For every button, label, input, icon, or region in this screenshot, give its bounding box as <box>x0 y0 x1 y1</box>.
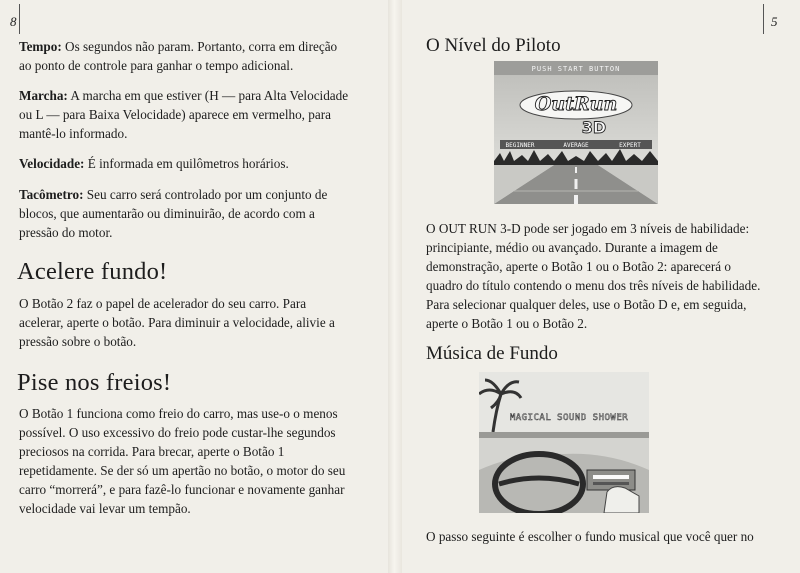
body-nivel: O OUT RUN 3-D pode ser jogado em 3 níveis de habilidade: principiante, médio ou avançado. Durante a imagem de demonstração, aperte o Botão 1 ou o Botão 2: aparecerá o quadro do título contendo o menu dos três níveis de habilidade. Para selecionar qualquer deles, use o Botão D e, em seguida, aperte o Botão 1 ou o Botão 2. <box>426 221 761 331</box>
heading-freios: Pise nos freios! <box>17 369 172 396</box>
title-screen-image <box>494 61 658 204</box>
hud-item-tempo: Tempo: Os segundos não param. Portanto, corra em direção ao ponto de controle para ganhar o tempo adicional. <box>19 39 338 73</box>
heading-musica: Música de Fundo <box>426 343 558 364</box>
page-edge-mark <box>763 4 764 34</box>
music-title: MAGICAL SOUND SHOWER <box>509 413 629 423</box>
page-edge-mark <box>19 4 20 34</box>
logo-outrun: OutRun <box>534 93 618 115</box>
page-number: 5 <box>771 14 778 29</box>
heading-nivel: O Nível do Piloto <box>426 35 561 56</box>
menu-expert: EXPERT <box>619 142 641 149</box>
menu-average: AVERAGE <box>563 142 589 149</box>
push-start-text: PUSH START BUTTON <box>531 65 621 73</box>
page-number: 8 <box>10 14 17 29</box>
hud-item-tacometro: Tacômetro: Seu carro será controlado por um conjunto de blocos, que aumentarão ou diminuirão, de acordo com a pressão do motor. <box>19 187 328 240</box>
right-page <box>398 0 800 573</box>
hud-item-velocidade: Velocidade: É informada em quilômetros horários. <box>19 156 289 171</box>
left-page <box>0 0 390 573</box>
logo-3d: 3D <box>581 118 607 137</box>
body-freios: O Botão 1 funciona como freio do carro, mas use-o o menos possível. O uso excessivo do freio pode custar-lhe segundos preciosos na corrida. Para brecar, aperte o Botão 1 repetidamente. Se der só um apertão no botão, o motor do seu carro “morrerá”, e para fazê-lo funcionar e novamente ganhar velocidade vai levar um tempão. <box>19 406 346 516</box>
body-musica: O passo seguinte é escolher o fundo musical que você quer no <box>426 529 754 544</box>
music-screen-image <box>479 372 649 513</box>
car-radio <box>587 470 635 490</box>
menu-beginner: BEGINNER <box>505 142 535 149</box>
hud-item-marcha: Marcha: A marcha em que estiver (H — para Alta Velocidade ou L — para Baixa Velocidade) aparece em vermelho, para mantê-lo informado. <box>19 88 349 141</box>
body-acelere: O Botão 2 faz o papel de acelerador do seu carro. Para acelerar, aperte o botão. Para diminuir a velocidade, alivie a pressão sobre o botão. <box>19 296 335 349</box>
heading-acelere: Acelere fundo! <box>17 258 168 285</box>
